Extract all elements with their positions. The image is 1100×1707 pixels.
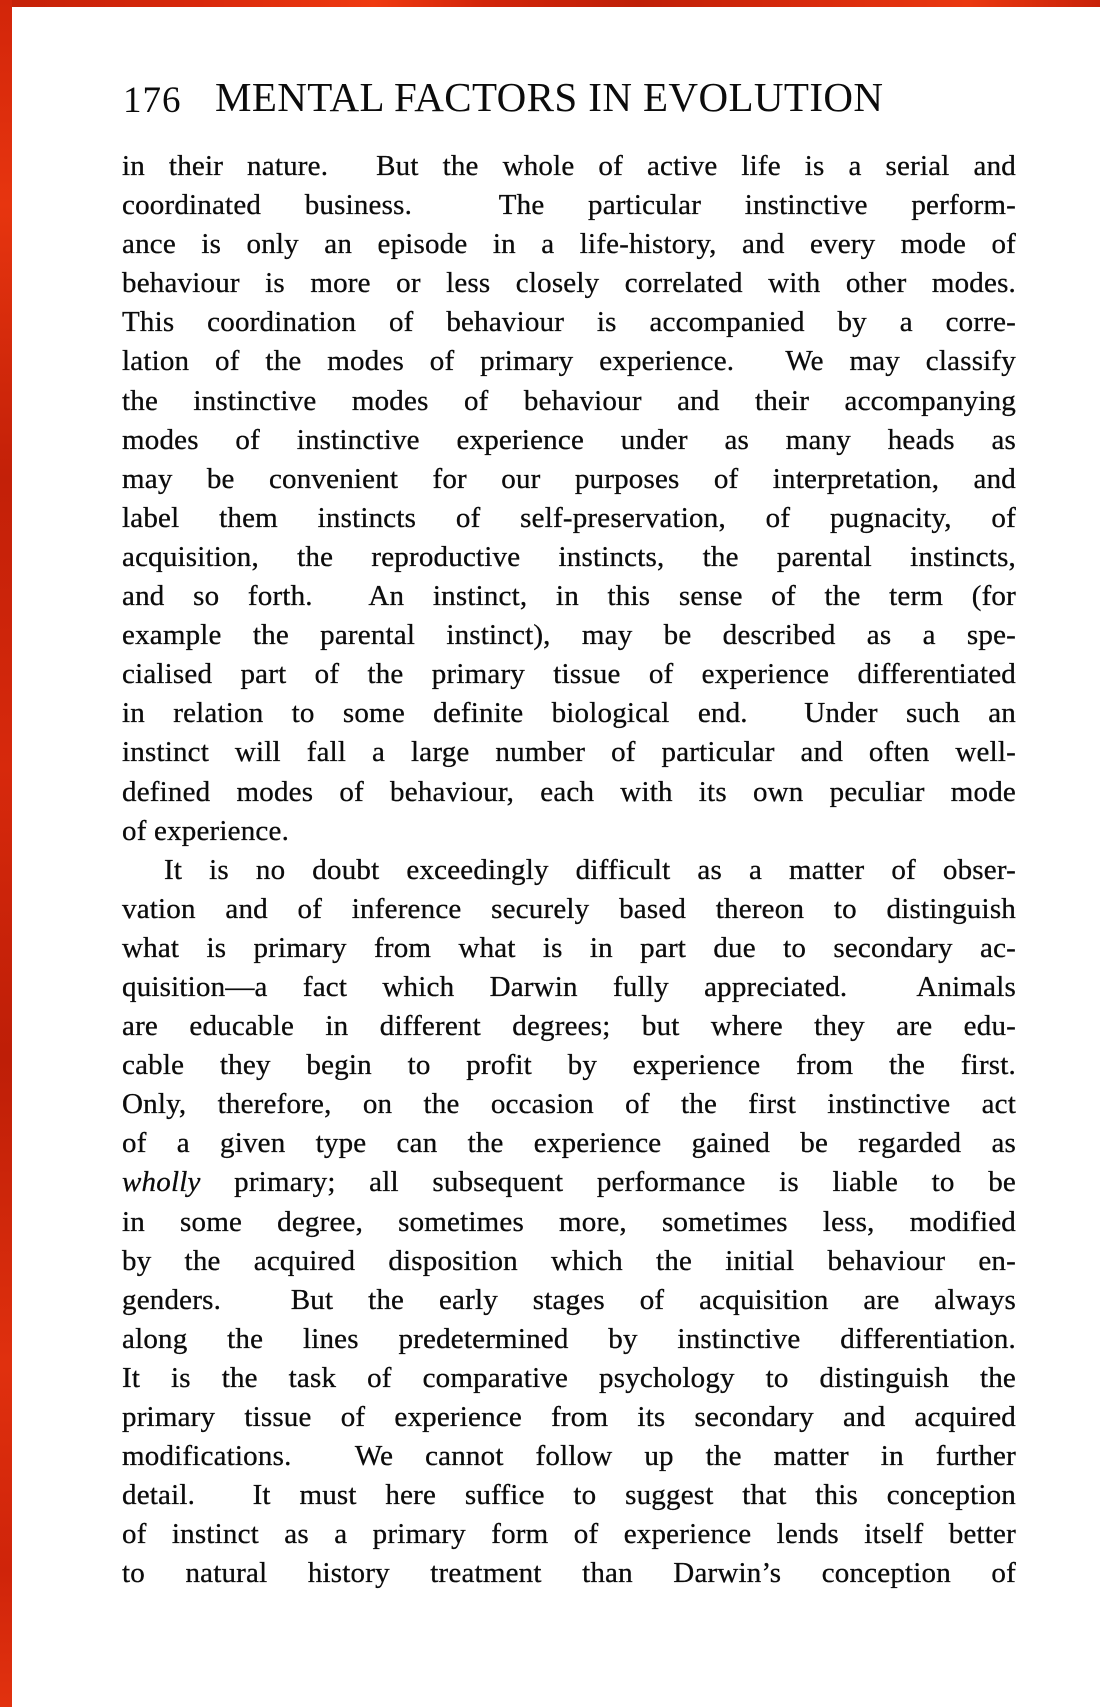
text-line: of a given type can the experience gained be regarded as <box>122 1127 1016 1160</box>
text-line: It is the task of comparative psychology to distinguish the <box>122 1361 1016 1394</box>
text-line: of instinct as a primary form of experience lends itself better <box>122 1518 1016 1551</box>
text-line: ance is only an episode in a life-history, and every mode of <box>122 228 1016 261</box>
text-line: in their nature. But the whole of active life is a serial and <box>122 150 1016 182</box>
text-line: along the lines predetermined by instinctive differentiation. <box>122 1322 1016 1355</box>
italic-word: wholly <box>122 1166 201 1199</box>
text-line: may be convenient for our purposes of interpretation, and <box>122 462 1016 495</box>
page-number: 176 <box>123 80 182 121</box>
scan-edge-top <box>0 0 1100 7</box>
text-line: defined modes of behaviour, each with its own peculiar mode <box>122 775 1016 808</box>
text-line: lation of the modes of primary experience. We may classify <box>122 345 1016 378</box>
text-line: are educable in different degrees; but where they are edu- <box>122 1010 1016 1043</box>
text-line: primary tissue of experience from its secondary and acquired <box>122 1401 1016 1433</box>
text-line: by the acquired disposition which the initial behaviour en- <box>122 1244 1016 1277</box>
text-line: Only, therefore, on the occasion of the first instinctive act <box>122 1088 1016 1121</box>
text-line: wholly primary; all subsequent performance is liable to be <box>122 1166 1016 1199</box>
text-line: in relation to some definite biological end. Under such an <box>122 697 1016 730</box>
text-line: label them instincts of self-preservation, of pugnacity, of <box>122 501 1016 534</box>
text-line: detail. It must here suffice to suggest that this conception <box>122 1479 1016 1512</box>
text-line: modes of instinctive experience under as many heads as <box>122 423 1016 456</box>
text-line: cable they begin to profit by experience from the first. <box>122 1049 1016 1082</box>
text-line: quisition—a fact which Darwin fully appreciated. Animals <box>122 970 1016 1003</box>
text-line: behaviour is more or less closely correlated with other modes. <box>122 267 1016 300</box>
running-head: MENTAL FACTORS IN EVOLUTION <box>215 74 884 120</box>
text-line: instinct will fall a large number of particular and often well- <box>122 736 1016 769</box>
text-line: vation and of inference securely based thereon to distinguish <box>122 892 1016 925</box>
text-line: example the parental instinct), may be described as a spe- <box>122 619 1016 652</box>
text-line: coordinated business. The particular instinctive perform- <box>122 189 1016 222</box>
text-line: cialised part of the primary tissue of experience differentiated <box>122 658 1016 691</box>
text-line: the instinctive modes of behaviour and their accompanying <box>122 384 1016 417</box>
text-line: It is no doubt exceedingly difficult as a matter of obser- <box>164 853 1016 886</box>
text-line: This coordination of behaviour is accompanied by a corre- <box>122 306 1016 339</box>
text-line: genders. But the early stages of acquisition are always <box>122 1283 1016 1316</box>
text-line: modifications. We cannot follow up the matter in further <box>122 1440 1016 1473</box>
text-line: in some degree, sometimes more, sometimes less, modified <box>122 1205 1016 1238</box>
body-text <box>122 147 1016 1593</box>
text-line: and so forth. An instinct, in this sense of the term (for <box>122 580 1016 613</box>
text-line: to natural history treatment than Darwin’s conception of <box>122 1557 1016 1590</box>
text-line: acquisition, the reproductive instincts, the parental instincts, <box>122 540 1016 573</box>
text-line: what is primary from what is in part due to secondary ac- <box>122 931 1016 964</box>
text-line: of experience. <box>122 814 290 847</box>
scan-edge-left <box>0 0 12 1707</box>
